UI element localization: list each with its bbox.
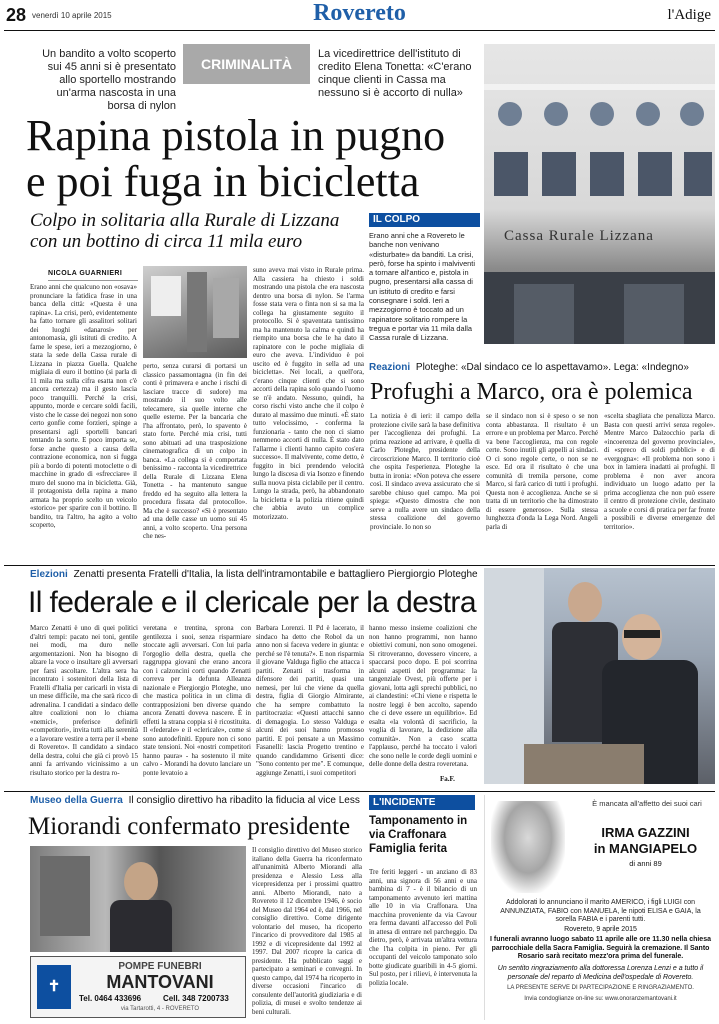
criminalita-tag	[183, 44, 310, 84]
incidente-tag: L'INCIDENTE	[369, 795, 475, 810]
bank-facade-photo	[484, 44, 715, 344]
section-rule-2	[4, 791, 715, 792]
masthead-logo: l'Adige	[667, 7, 711, 23]
ad-line-1: POMPE FUNEBRI	[118, 961, 202, 972]
rapina-headline-2: e poi fuga in bicicletta	[26, 157, 420, 206]
section-title: Rovereto	[313, 0, 406, 26]
ad-logo-icon: ✝	[37, 965, 71, 1009]
incidente-headline: Tamponamento in via Craffonara Famiglia ferita	[369, 815, 468, 855]
obituary-portrait	[491, 801, 565, 893]
rapina-byline: NICOLA GUARNIERI	[48, 270, 123, 277]
elezioni-column-4: hanno messo insieme coalizioni che non hanno programmi, non hanno obiettivi comuni, non sono omogenei. Si ritroveranno, dovessero vincere, a spaccarsi poco dopo. E poi scorrina alcuni aspetti del programma: la tangenziale Ovest, più offerte per i giovani, lotta agli sprechi pubblici, no ai clandestini: «Chi viene e rispetta le nostre leggi è ben accolto, sapendo che ci deve essere un equilibrio». Ed esalta «la volontà di sacrificio, la voglia di lavorare, la dedizione alla comunità». Non a caso scatta l'applauso, perché ha toccato i valori che sono nelle le corde degli uomini e delle donne della destra roveretana.	[369, 624, 477, 768]
page-date: venerdì 10 aprile 2015	[32, 11, 112, 20]
obituary-box	[484, 795, 715, 1020]
profughi-kicker-text: Ploteghe: «Dal sindaco ce lo aspettavamo». Lega: «Indegno»	[415, 362, 689, 373]
profughi-kicker	[369, 362, 715, 376]
obituary-family: Addolorati lo annunciano il marito AMERICO, i figli LUIGI con ANNUNZIATA, FABIO con MANUELA, le nipoti ELISA e GAIA, la sorella FABIA e i parenti tutti.	[500, 899, 701, 923]
profughi-headline: Profughi a Marco, ora è polemica	[370, 379, 693, 405]
profughi-column-1: La notizia è di ieri: il campo della protezione civile sarà la base definitiva per l'accoglienza dei profughi. La prima reazione ad arrivare, è quella di Carlo Ploteghe, presidente della circoscrizione Marco. Il territorio cioè che ospita l'esperienza. Ploteghe la butta in ironia: «Non poteva che essere così. Il sindaco aveva assicurato che si sarebbe chiuso quel campo. Ma poi spiega: «Questo dimostra che non serve a nulla avere un sindaco della stessa coalizione del governo provinciale. Io non so	[370, 412, 480, 531]
il-colpo-box	[369, 213, 480, 363]
incidente-text: Tre feriti leggeri - un anziano di 83 anni, una signora di 56 anni e una bambina di 7 - è il bilancio di un tamponamento avvenuto ieri mattina alle 10 in via Craffonara. Una macchina proveniente da via Cavour era ferma davanti all'accesso del Poli in attesa di entrare nel parcheggio. Da dietro, però, è arrivata un'altra vettura che l'ha colpita in pieno. Per gli occupanti del veicolo tamponato solo botte giudicate guaribili in 4-5 giorni. Sul posto, per i rilievi, è intervenuta la polizia locale.	[369, 868, 477, 987]
obituary-name-1: IRMA GAZZINI	[601, 825, 690, 840]
rapina-kicker-right: La vicedirettrice dell'istituto di credito Elena Tonetta: «C'erano cinque clienti in Cassa ma nessuno si è accorto di nulla»	[318, 48, 472, 99]
ad-mobile: Cell. 348 7200733	[163, 994, 229, 1003]
museo-column-1: Il consiglio direttivo del Museo storico italiano della Guerra ha riconfermato all'unanimità Alberto Miorandi alla presidenza e Alessio Less alla vicepresidenza per i prossimi quattro anni. Alberto Miorandi, nato a Rovereto il 12 dicembre 1946, è socio del Museo dal 1964 ed è, dal 1966, nel consiglio direttivo. Come dirigente volontario del museo, ha ricoperto l'incarico di provveditore dal 1985 al 1992 e di vicepresidente dal 1992 al 1997. Dal 2007 ricopre la carica di presidente. Ha pubblicato saggi e partecipato a seminari e convegni. In questo campo, dal 1974 ha ricoperto in diverse occasioni l'incarico di consulente dell'autorità giudiziaria e di polizia, di musei e svolto tendenze ai beni culturali.	[252, 846, 362, 1016]
museo-kicker-text: Il consiglio direttivo ha ribadito la fiducia al vice Less	[128, 795, 360, 806]
elezioni-kicker-text: Zenatti presenta Fratelli d'Italia, la lista dell'intramontabile e battagliero Piergiorgio Ploteghe	[73, 569, 478, 580]
bank-interior-photo	[143, 266, 247, 358]
profughi-column-3: «scelta sbagliata che penalizza Marco. Basta con questi arrivi senza regole». Mentre Marco Dalzocchio parla di «incoerenza del governo provinciale», di «spreco di soldi pubblici» e di «vergogna»: «Il problema non sono i box in lamiera inadatti ai profughi. Il problema è non aver ancora individuato un luogo adatto per la prima accoglienza che non può essere il centro di protezione civile, destinato a scuole e corsi di pratica per far fronte a possibili e diverse emergenze del territorio».	[604, 412, 715, 531]
section-rule-1	[4, 565, 715, 566]
museo-kicker-tag: Museo della Guerra	[30, 795, 123, 806]
funeral-home-ad	[30, 956, 246, 1018]
ad-phone: Tel. 0464 433696	[79, 994, 142, 1003]
candidates-photo	[484, 568, 715, 784]
rapina-column-3: suno aveva mai visto in Rurale prima. Alla cassiera ha chiesto i soldi mostrando una pistola che era nascosta dentro una borsa di nylon. Se l'arma fosse stata vera o finta non si sa ma la collega ha giustamente seguito il protocollo. Si è spaventata tantissimo ma ha mantenuto la calma e quindi ha riempito una borsa che le ha dato il rapinatore con le poche migliaia di euro che aveva. L'individuo è poi uscito ed è fuggito in sella ad una bicicletta». Nei locali, a quell'ora, c'erano cinque clienti che si sono accorti della rapina solo quando l'uomo se n'è andato. Nessuno, quindi, ha corso rischi visto anche che il colpo è durato al massimo due minuti. «È stato tutto velocissimo, - conferma la funzionaria - tanto che non ci siamo nemmeno accorti di nulla. È stato dato l'allarme i clienti hanno capito cos'era successo». Il malvivente, come detto, è fuggito in bici prendendo velocità lungo la discesa di via Isonzo e finendo sulla nuova pista ciclabile per il centro. Lungo la strada, però, ha abbandonato la bicicletta e la polizia ritiene quindi che abbia avuto un complice motorizzato.	[253, 266, 364, 521]
elezioni-column-1: Marco Zenatti è uno di quei politici d'altri tempi: pacato nei toni, gentile nei modi, ma duro nelle argomentazioni. Non ha bisogno di alzare la voce o insultare gli avversari per farsi ascoltare. L'altra sera ha incontrato i sostenitori della lista di Fratelli d'Italia per caricarli in vista di un mese difficile, ma che sarà ricco di adrenalina. I candidati a sindaco delle altre coalizioni non lo chiama «nemici», preferisce definirli «competitori», invita tutti alla serenità e a lavorare vestire a terra per il «bene di Rovereto». Il candidato a sindaco della destra, colui che già ci provò 15 anni fa arrivando vicinissimo a un risultato storico per la destra ro-	[30, 624, 138, 777]
obituary-web[interactable]: Invia condoglianze on-line su: www.onoranzemantovani.it	[524, 996, 677, 1002]
obituary-mancata: È mancata all'affetto dei suoi cari	[592, 799, 702, 808]
elezioni-kicker-tag: Elezioni	[30, 569, 68, 580]
rapina-column-1: Erano anni che qualcuno non «osava» pronunciare la fatidica frase in una banca della città: «Questa è una rapina». La crisi, però, evidentemente ha fatto tornare gli assalitori solitari dei luoghi «danarosi» per antonomasia, gli istituti di credito. A farne le spese, ieri a mezzogiorno, è stata la sede della Cassa rurale di Lizzana in piazza Guella. Qualche migliaia di euro il bottino (si parla di 11 mila ma sulla cifra esatta non c'è ancora certezza) ma il gesto lascia poco tranquilli. Perché la crisi, appunto, morde e cercare soldi facili, visto che le casse dei negozi non sono certo gonfie come forzieri, spinge a presentarsi agli sportelli bancari tentando la sorte. E poco importa se, forse anche questo a causa della contrazione economica, non si fugga più a bordo di potenti motoclette o di macchine in grado di «sfrecciare» il muro del suono ma in bicicletta. Già, il protagonista della rapina a mano armata ha proprio scelto un veicolo «storico» per sparire con il bottino. Il bandito, tra l'altro, ha agito a volto scoperto,	[30, 283, 137, 529]
elezioni-headline: Il federale e il clericale per la destra	[28, 586, 476, 619]
rapina-subhead-1: Colpo in solitaria alla Rurale di Lizzana	[30, 210, 340, 231]
il-colpo-text: Erano anni che a Rovereto le banche non venivano «disturbate» da banditi. La crisi, però, forse ha spinto i malviventi a tornare all'antico e, pistola in pugno, presentarsi alla cassa di un istituto di credito e farsi consegnare i soldi. Ieri a mezzogiorno è toccato ad un rapinatore solitario rompere la tregua e portar via 11 mila dalla Cassa rurale di Lizzana.	[369, 231, 475, 343]
ad-address: via Tartarotti, 4 - ROVERETO	[120, 1006, 200, 1012]
profughi-kicker-tag: Reazioni	[369, 362, 411, 373]
ad-line-2: MANTOVANI	[106, 972, 214, 992]
page-number: 28	[6, 5, 27, 25]
rapina-kicker-left: Un bandito a volto scoperto sui 45 anni si è presentato allo sportello mostrando un'arma nascosta in una borsa di nylon	[42, 48, 176, 112]
header-rule	[4, 30, 715, 31]
elezioni-column-3: Barbara Lorenzi. Il Pd è lacerato, il sindaco ha detto che Robol da un anno non si faceva vedere in giunta: e perché se l'è tenuta?». E non risparmia il giovane Valduga figlio che attacca i partiti. Zenatti si trasforma in difensore dei partiti, quasi una nemesi, per lui che viene da quella destra, figlia di Giorgio Almirante, che ha sempre combattuto la partitocrazia: «Questi attacchi sanno di demagogia. Lo stesso Valduga e alcuni dei suoi hanno promosso partiti. E poi pensate a un Massimo Fasanelli: lascia Progetto trentino e quando candidammo Grisenti dice: "Sono contento per me". E comunque, aggiunge Zenatti, i suoi competitori	[256, 624, 364, 777]
elezioni-column-2: veretana e trentina, sprona con gentilezza i suoi, senza risparmiare stoccate agli avversari. Con lui parla l'orgoglio della destra, quella che raggruppa giovani che erano ancora con i calzoncini corti quando Zenatti correva per la defunta Alleanza nazionale e Piergiorgio Ploteghe, uno che mastica politica in un clima di contrapposizioni ben diverse quando ancora Zenatti doveva nascere. È in effetti la strana coppia si è ricostituita. Il «federale» e il «clericale», come si sono autodefiniti. Eppure non ci sono state tensioni. Noi «nostri competitori hanno paura» - ha sostenuto il mite calvo - Morandi ha dovuto lanciare un ponte levatoio a	[143, 624, 251, 777]
elezioni-kicker	[30, 569, 500, 583]
obituary-funerals: I funerali avranno luogo sabato 11 aprile alle ore 11.30 nella chiesa parrocchiale della Sacra Famiglia. Seguirà la cremazione. Il Santo Rosario sarà recitato mezz'ora prima del funerale.	[490, 936, 711, 960]
elezioni-signature: Fa.F.	[440, 775, 455, 783]
bank-sign: Cassa Rurale Lizzana	[504, 228, 654, 244]
miorandi-photo	[30, 846, 246, 952]
museo-kicker	[30, 795, 370, 809]
obituary-name-2: in MANGIAPELO	[593, 841, 698, 856]
obituary-thanks: Un sentito ringraziamento alla dottoressa Lorenza Lenzi e a tutto il personale del reparto di Medicina dell'ospedale di Rovereto.	[497, 965, 704, 981]
page-header	[0, 0, 719, 30]
profughi-column-2: se il sindaco non si è speso o se non conta abbastanza. Il risultato è un errore e un problema per Marco. Perché va bene l'accoglienza, ma con regole certe. Sono inutili gli appelli ai sindaci. O ci sono regole certe, o non se ne esce. Ed ora il risultato è che una comunità di tremila persone, come Marco, si farà carico di tutti i profughi. Questa non è accoglienza. Anche se si tratta di un territorio che ha dimostrato di essere generoso». Sulla stessa lunghezza d'onda la Lega Nord. Angeli parla di	[486, 412, 598, 531]
criminalita-label: CRIMINALITÀ	[201, 56, 292, 72]
il-colpo-tag: IL COLPO	[369, 213, 480, 227]
obituary-date: Rovereto, 9 aprile 2015	[564, 926, 637, 933]
obituary-notice: LA PRESENTE SERVE DI PARTECIPAZIONE E RINGRAZIAMENTO.	[507, 985, 694, 991]
rapina-subhead-2: con un bottino di circa 11 mila euro	[30, 231, 303, 252]
rapina-column-2: perto, senza curarsi di portarsi un classico passamontagna (in fin dei conti è primavera e anche i rischi di lasciare tracce di sudore) ma mostrando il suo volto alle telecamere, sia quelle interne che quelle esterne. Per la bancaria che l'ha affrontato, però, lo spavento è stato forte. Perché mia crisi, tutti sono abituati ad una trasposizione cinematografica di un colpo in banca. «La collega si è comportata benissimo - racconta la vicedirettrice della Rurale di Lizzana Elena Tonetta - ha mantenuto sangue freddo ed ha seguito alla lettera la procedura fissata dal protocollo». Ma che è successo? «Si è presentato ad una delle casse un uomo sui 45 anni, a volto scoperto. Una persona che nes-	[143, 362, 247, 540]
obituary-age: di anni 89	[629, 859, 662, 868]
museo-headline: Miorandi confermato presidente	[28, 813, 351, 840]
rapina-headline-1: Rapina pistola in pugno	[26, 111, 446, 160]
